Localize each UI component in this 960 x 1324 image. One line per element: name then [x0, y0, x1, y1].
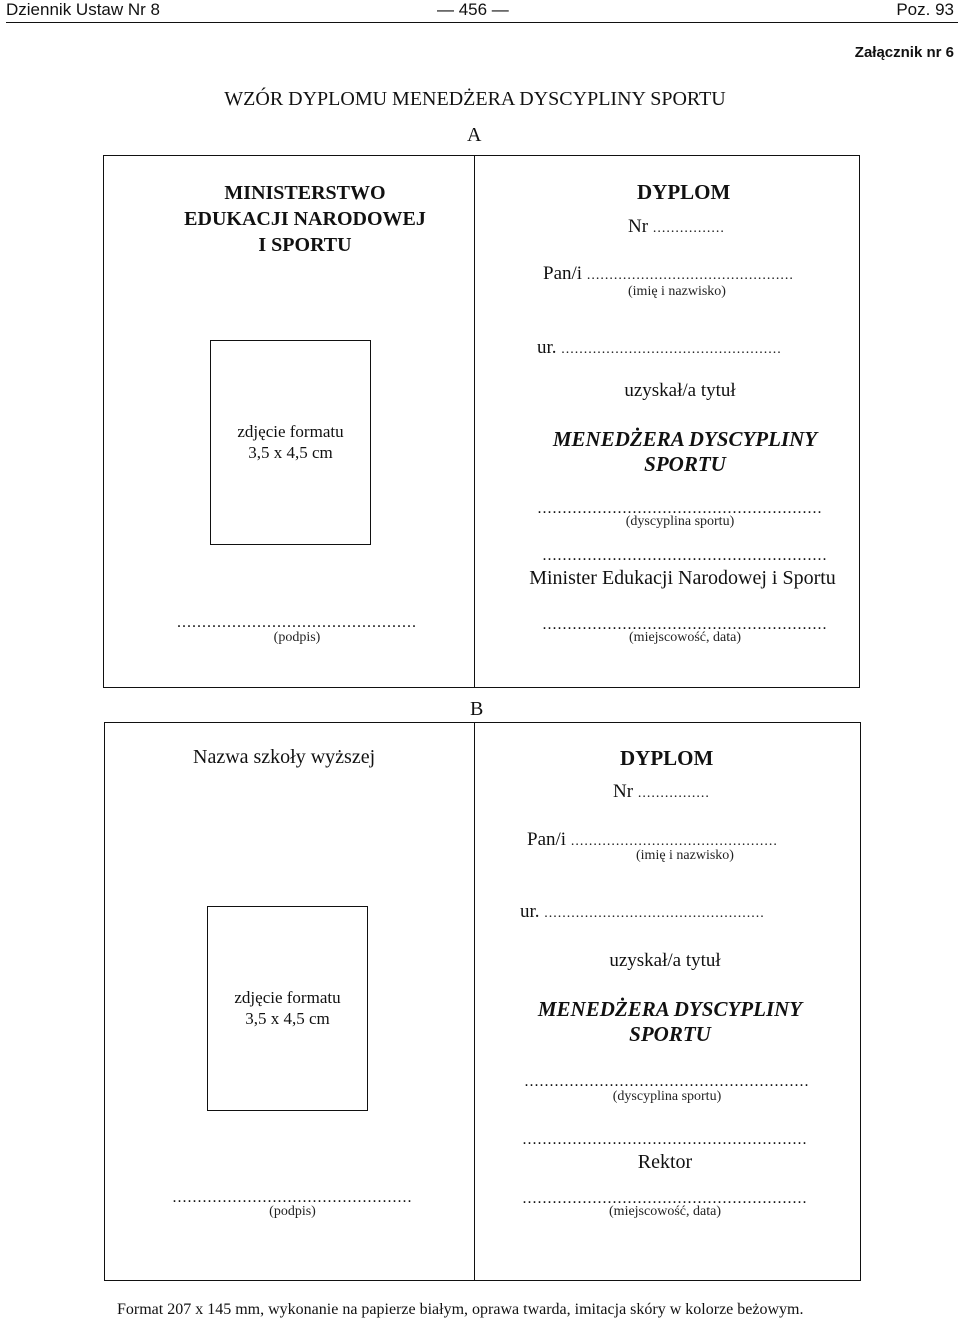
- number-dots: ................: [652, 221, 725, 236]
- name-dots: ..............................................: [586, 268, 794, 283]
- ministry-name: [170, 180, 440, 258]
- number-field-b: [613, 781, 710, 803]
- birth-dots: .................................................: [561, 342, 782, 357]
- name-caption-b: (imię i nazwisko): [636, 848, 734, 863]
- birth-field-a: [537, 337, 782, 359]
- discipline-caption-a: (dyscyplina sportu): [625, 514, 735, 529]
- name-label: Pan/i: [543, 263, 583, 284]
- ministry-line-2: EDUKACJI NARODOWEJ: [184, 208, 426, 230]
- number-field-a: [628, 216, 725, 238]
- number-label: Nr: [628, 216, 649, 237]
- annex-label: Załącznik nr 6: [854, 44, 954, 61]
- birth-label: ur.: [537, 337, 557, 358]
- place-date-dots-a: .........................................................: [542, 616, 828, 633]
- diploma-heading-a: DYPLOM: [637, 180, 731, 204]
- signature-caption-b: (podpis): [269, 1204, 316, 1219]
- school-name: Nazwa szkoły wyższej: [193, 746, 376, 768]
- discipline-dots-b: .........................................................: [524, 1073, 810, 1090]
- birth-dots: .................................................: [544, 906, 765, 921]
- photo-placeholder-a: [210, 340, 371, 545]
- photo-caption-b: [208, 987, 367, 1029]
- number-label: Nr: [613, 781, 634, 802]
- format-note: Format 207 x 145 mm, wykonanie na papierze białym, oprawa twarda, imitacja skóry w kolorze beżowym.: [117, 1301, 804, 1318]
- page-number: — 456 —: [437, 0, 509, 19]
- signer-dots-b: .........................................................: [522, 1131, 808, 1148]
- birth-label: ur.: [520, 901, 540, 922]
- degree-line-2: SPORTU: [644, 452, 726, 476]
- ministry-line-3: I SPORTU: [258, 234, 352, 256]
- discipline-caption-b: (dyscyplina sportu): [612, 1089, 722, 1104]
- signer-dots-a: .........................................................: [542, 547, 828, 564]
- ministry-line-1: MINISTERSTWO: [224, 182, 386, 204]
- section-b-letter: B: [470, 698, 484, 720]
- birth-field-b: [520, 901, 765, 923]
- signer-title-b: Rektor: [637, 1151, 693, 1173]
- document-title: WZÓR DYPLOMU MENEDŻERA DYSCYPLINY SPORTU: [224, 88, 726, 110]
- discipline-dots-a: .........................................................: [537, 500, 823, 517]
- signature-caption-a: (podpis): [273, 630, 321, 645]
- photo-caption-line-1: zdjęcie formatu: [234, 988, 341, 1007]
- photo-caption-line-2: 3,5 x 4,5 cm: [245, 1009, 330, 1028]
- journal-name: Dziennik Ustaw Nr 8: [6, 0, 160, 19]
- photo-placeholder-b: [207, 906, 368, 1111]
- name-label: Pan/i: [527, 829, 567, 850]
- obtained-title-a: uzyskał/a tytuł: [624, 380, 736, 401]
- diploma-a-fold: [474, 155, 475, 688]
- diploma-heading-b: DYPLOM: [620, 746, 714, 770]
- degree-line-2: SPORTU: [629, 1022, 711, 1046]
- place-date-caption-b: (miejscowość, data): [609, 1204, 721, 1219]
- photo-caption-a: [211, 421, 370, 463]
- photo-caption-line-2: 3,5 x 4,5 cm: [248, 443, 333, 462]
- degree-line-1: MENEDŻERA DYSCYPLINY: [552, 427, 818, 451]
- signer-title-a: Minister Edukacji Narodowej i Sportu: [529, 567, 836, 589]
- name-caption-a: (imię i nazwisko): [628, 284, 726, 299]
- name-field-a: [543, 263, 794, 285]
- degree-line-1: MENEDŻERA DYSCYPLINY: [537, 997, 803, 1021]
- number-dots: ................: [637, 786, 710, 801]
- section-a-letter: A: [467, 124, 482, 146]
- place-date-dots-b: .........................................................: [522, 1190, 808, 1207]
- place-date-caption-a: (miejscowość, data): [629, 630, 741, 645]
- degree-title-b: [505, 997, 835, 1047]
- photo-caption-line-1: zdjęcie formatu: [237, 422, 344, 441]
- degree-title-a: [520, 427, 850, 477]
- signature-line-a: ................................................: [177, 614, 417, 631]
- signature-line-b: ................................................: [172, 1189, 413, 1206]
- name-dots: ..............................................: [570, 834, 778, 849]
- diploma-b-fold: [474, 722, 475, 1281]
- obtained-title-b: uzyskał/a tytuł: [609, 950, 721, 971]
- position-number: Poz. 93: [896, 0, 954, 19]
- header-rule: [6, 22, 958, 23]
